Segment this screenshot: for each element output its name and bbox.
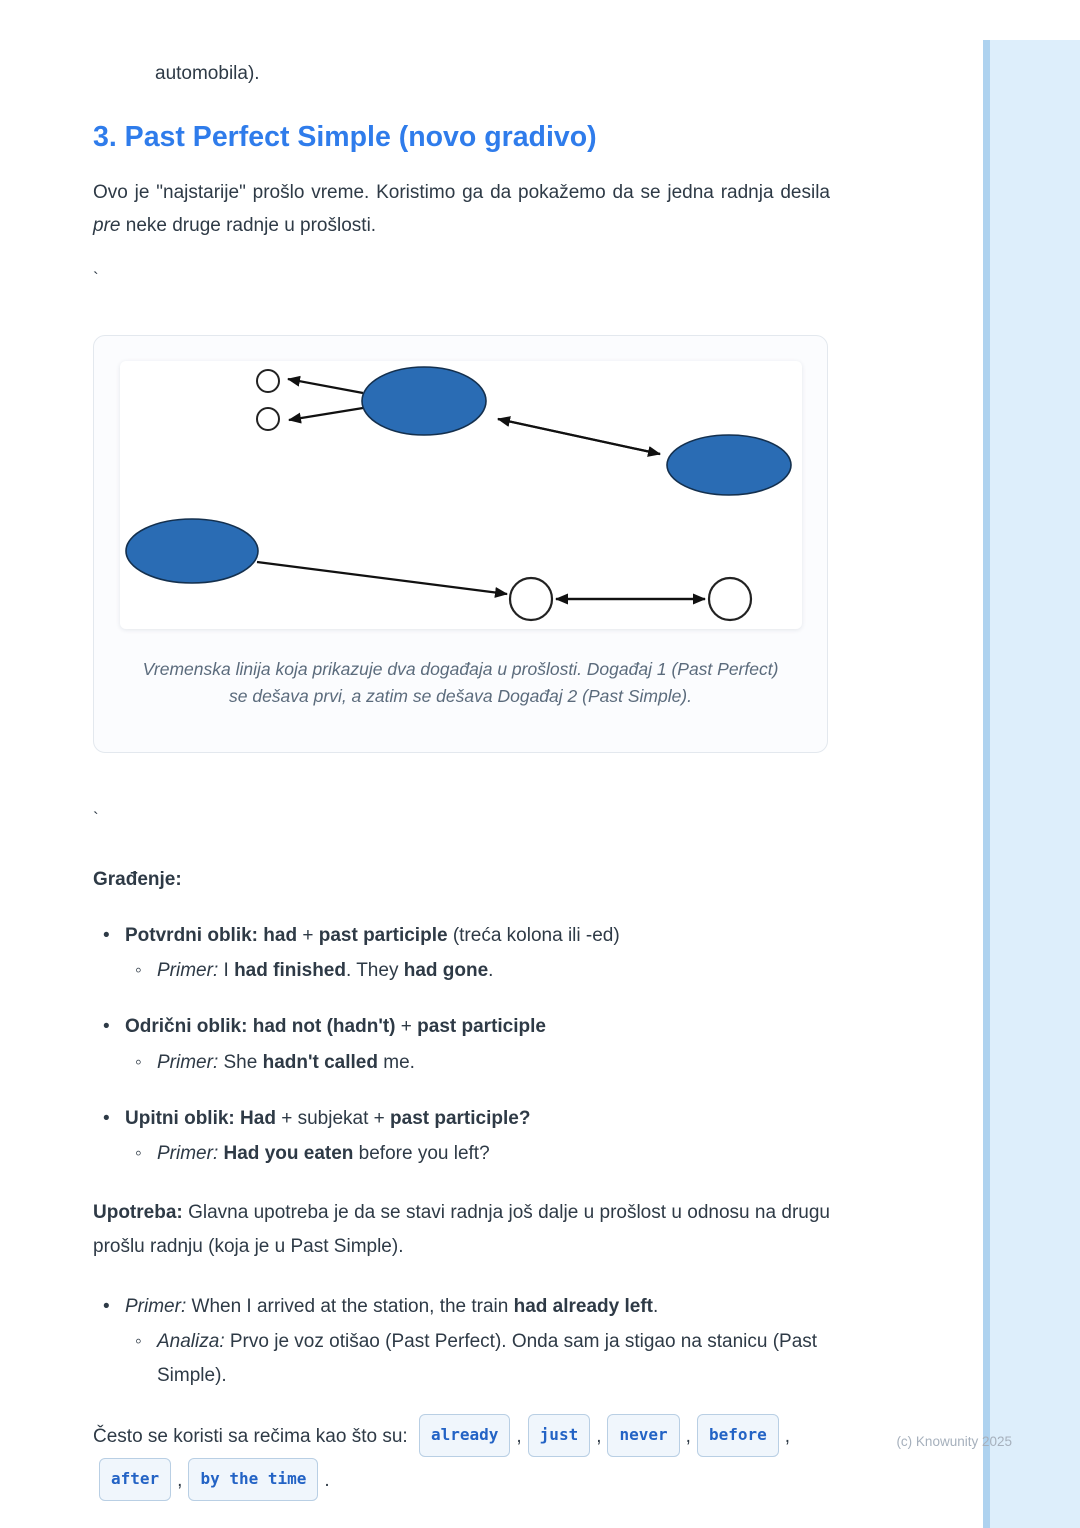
- example-plain-1: When I arrived at the station, the train: [186, 1296, 514, 1318]
- example-plain-3: .: [488, 960, 494, 982]
- example-bold-2: had gone: [403, 960, 489, 982]
- example-bold-1: had already left: [513, 1296, 654, 1318]
- rule-example-text: [157, 954, 830, 987]
- rule-example-row: [93, 1046, 830, 1079]
- hollow-circle-2: [709, 578, 751, 620]
- example-plain-2: .: [653, 1296, 659, 1318]
- intro-text-2: neke druge radnje u prošlosti.: [120, 215, 377, 237]
- rule-text: [125, 1010, 830, 1043]
- rule-item-interrogative: [93, 1102, 830, 1171]
- example-label: Primer:: [125, 1296, 187, 1318]
- rule-plain-2: (treća kolona ili -ed): [447, 924, 620, 946]
- word-chip-already: already: [419, 1414, 510, 1457]
- example-bold-1: hadn't called: [262, 1051, 378, 1073]
- usage-words-paragraph: [93, 1414, 830, 1502]
- backtick-mark-1: `: [93, 269, 99, 289]
- train-analysis-text: [157, 1325, 830, 1392]
- copyright-notice: (c) Knowunity 2025: [896, 1434, 1012, 1449]
- chip-separator: ,: [596, 1425, 602, 1447]
- rule-bold-2: past participle: [318, 924, 448, 946]
- chip-separator: ,: [685, 1425, 691, 1447]
- example-plain-1: I: [218, 960, 235, 982]
- rule-bold-1: Potvrdni oblik: had: [125, 924, 298, 946]
- timeline-diagram-svg: [120, 361, 802, 629]
- usage-text: Glavna upotreba je da se stavi radnja još dalje u prošlost u odnosu na drugu prošlu radnju (koja je u Past Simple).: [93, 1202, 830, 1258]
- timeline-diagram: [120, 361, 802, 629]
- bullet-icon: •: [103, 1016, 110, 1038]
- rule-bold-1: Odrični oblik: had not (hadn't): [125, 1016, 396, 1038]
- timeline-figure: [93, 335, 828, 753]
- rule-text: [125, 919, 830, 952]
- analysis-plain: Prvo je voz otišao (Past Perfect). Onda sam ja stigao na stanicu (Past Simple).: [157, 1331, 818, 1386]
- rule-bold-1: Upitni oblik: Had: [125, 1107, 276, 1129]
- page-side-stripe: [983, 40, 1080, 1528]
- figure-caption: Vremenska linija koja prikazuje dva događaja u prošlosti. Događaj 1 (Past Perfect) se dešava prvi, a zatim se dešava Događaj 2 (Past Simple).: [142, 658, 779, 707]
- small-circle-1: [257, 370, 279, 392]
- usage-words-prefix: Često se koristi sa rečima kao što su:: [93, 1425, 413, 1447]
- example-label: Primer:: [157, 1051, 219, 1073]
- rule-example-text: [157, 1046, 830, 1079]
- sub-bullet-icon: ◦: [135, 1331, 142, 1353]
- rule-item-affirmative: [93, 919, 830, 988]
- example-plain-2: me.: [377, 1051, 415, 1073]
- document-content: [93, 0, 830, 1502]
- building-label: Građenje:: [93, 868, 182, 890]
- previous-section-fragment: automobila).: [155, 63, 260, 84]
- bullet-icon: •: [103, 924, 110, 946]
- example-label: Primer:: [157, 1143, 219, 1165]
- intro-paragraph: [93, 176, 830, 244]
- word-chip-just: just: [528, 1414, 591, 1457]
- train-example-block: [93, 1290, 830, 1392]
- rules-list: [93, 919, 830, 1171]
- bullet-icon: •: [103, 1296, 110, 1318]
- usage-label: Upotreba:: [93, 1202, 183, 1224]
- sub-bullet-icon: ◦: [135, 1051, 142, 1073]
- rule-plain-1: + subjekat +: [275, 1107, 391, 1129]
- arrow-to-circle-2: [289, 408, 363, 420]
- event-oval-1: [362, 367, 486, 435]
- example-label: Primer:: [157, 960, 219, 982]
- example-plain-2: . They: [345, 960, 404, 982]
- word-chip-by-the-time: by the time: [188, 1458, 318, 1501]
- rule-example-row: [93, 954, 830, 987]
- small-circle-2: [257, 408, 279, 430]
- event-oval-3: [126, 519, 258, 583]
- sub-bullet-icon: ◦: [135, 960, 142, 982]
- section-heading: 3. Past Perfect Simple (novo gradivo): [93, 120, 597, 153]
- double-arrow-top-back: [498, 419, 660, 454]
- rule-main-row: [93, 1010, 830, 1043]
- train-example-text: [125, 1290, 830, 1323]
- example-plain-1: She: [218, 1051, 263, 1073]
- word-chip-never: never: [607, 1414, 679, 1457]
- intro-text-italic: pre: [93, 215, 121, 237]
- rule-main-row: [93, 919, 830, 952]
- word-chip-after: after: [99, 1458, 171, 1501]
- arrow-to-circle-1: [288, 379, 363, 393]
- example-bold-1: Had you eaten: [223, 1143, 354, 1165]
- bullet-icon: •: [103, 1107, 110, 1129]
- chip-separator: ,: [516, 1425, 522, 1447]
- rule-example-row: [93, 1137, 830, 1170]
- arrow-to-hollow-circle: [257, 562, 507, 594]
- backtick-mark-2: `: [93, 809, 99, 829]
- rule-item-negative: [93, 1010, 830, 1079]
- rule-text: [125, 1102, 830, 1135]
- chip-separator: ,: [784, 1425, 791, 1447]
- usage-paragraph: [93, 1196, 830, 1264]
- rule-bold-2: past participle: [417, 1016, 546, 1038]
- analysis-label: Analiza:: [157, 1331, 225, 1353]
- rule-plain-1: +: [297, 924, 319, 946]
- word-chip-before: before: [697, 1414, 779, 1457]
- rule-main-row: [93, 1102, 830, 1135]
- example-bold-1: had finished: [234, 960, 346, 982]
- hollow-circle-1: [510, 578, 552, 620]
- intro-text-1: Ovo je "najstarije" prošlo vreme. Koristimo ga da pokažemo da se jedna radnja desila: [93, 181, 830, 203]
- example-plain-2: before you left?: [353, 1143, 490, 1165]
- rule-bold-2: past participle?: [390, 1107, 531, 1129]
- rule-plain-1: +: [395, 1016, 418, 1038]
- train-analysis-row: [93, 1325, 830, 1392]
- chip-separator: ,: [177, 1469, 183, 1491]
- usage-words-suffix: .: [324, 1469, 330, 1491]
- rule-example-text: [157, 1137, 830, 1170]
- sub-bullet-icon: ◦: [135, 1143, 142, 1165]
- train-example-main-row: [93, 1290, 830, 1323]
- event-oval-2: [667, 435, 791, 495]
